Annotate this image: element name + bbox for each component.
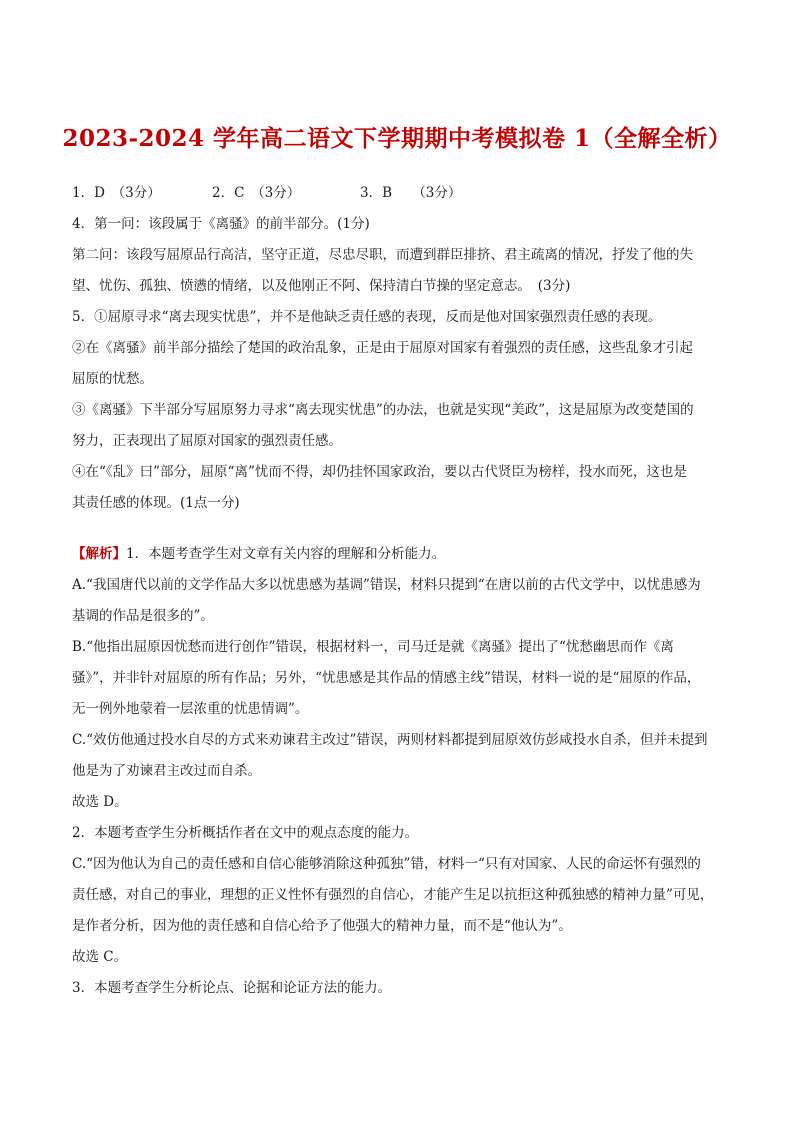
analysis-line: 骚》”，并非针对屈原的所有作品；另外，“忧患感是其作品的情感主线”错误，材料一说的是“屈原的作品， [72,670,701,686]
analysis-line: 2．本题考查学生分析概括作者在文中的观点态度的能力。 [72,825,419,841]
q5-line: 努力，正表现出了屈原对国家的强烈责任感。 [72,433,342,449]
analysis-line: C.“因为他认为自己的责任感和自信心能够消除这种孤独”错，材料一“只有对国家、人民的命运怀有强烈的 [72,856,701,872]
answer-1: 1．D （3分） [72,185,161,201]
q5-line: 其责任感的体现。(1点一分) [72,495,240,511]
analysis-label: 【解析】 [72,546,126,562]
answer-3: 3．B （3分） [360,185,462,201]
analysis-line: 是作者分析，因为他的责任感和自信心给予了他强大的精神力量，而不是“他认为”。 [72,918,572,934]
section-gap [72,519,724,539]
q5-line: ②在《离骚》前半部分描绘了楚国的政治乱象，正是由于屈原对国家有着强烈的责任感，这些乱象才引起 [72,340,693,356]
analysis-line: 责任感，对自己的事业，理想的正义性怀有强烈的自信心，才能产生足以抗拒这种孤独感的精神力量”可见， [72,887,714,903]
q5-line: ③《离骚》下半部分写屈原努力寻求“离去现实忧患”的办法，也就是实现“美政”，这是屈原为改变楚国的 [72,402,694,418]
q5-line: 5．①屈原寻求“离去现实忧患”，并不是他缺乏责任感的表现，反而是他对国家强烈责任感的表现。 [72,309,662,325]
analysis-line: 3．本题考查学生分析论点、论据和论证方法的能力。 [72,980,392,996]
q4-line: 望、忧伤、孤独、愤懑的情绪，以及他刚正不阿、保持清白节操的坚定意志。 (3分) [72,278,571,294]
analysis-line: A.“我国唐代以前的文学作品大多以忧患感为基调”错误，材料只提到“在唐以前的古代文学中，以忧患感为 [72,577,701,593]
q5-line: ④在“《乱》曰”部分，屈原“离”忧而不得，却仍挂怀国家政治，要以古代贤臣为榜样，投水而死，这也是 [72,464,687,480]
analysis-line: 基调的作品是很多的”。 [72,608,214,624]
q4-line: 第二问：该段写屈原品行高洁，坚守正道，尽忠尽职，而遭到群臣排挤、君主疏离的情况，抒发了他的失 [72,247,693,263]
q5-line: 屈原的忧愁。 [72,371,153,387]
analysis-first-line: 1．本题考查学生对文章有关内容的理解和分析能力。 [126,546,446,562]
answer-key-row [72,178,724,209]
analysis-line: 故选 D。 [72,794,128,810]
analysis-line: B.“他指出屈原因忧愁而进行创作”错误，根据材料一，司马迁是就《离骚》提出了“忧愁幽思而作《离 [72,639,674,655]
analysis-line: 故选 C。 [72,949,128,965]
page-title: 2023-2024 学年高二语文下学期期中考模拟卷 1（全解全析） [62,125,732,152]
analysis-line: C.“效仿他通过投水自尽的方式来劝谏君主改过”错误，两则材料都提到屈原效仿彭咸投水自杀，但并未提到 [72,732,708,748]
answer-2: 2．C （3分） [212,185,301,201]
analysis-line: 他是为了劝谏君主改过而自杀。 [72,763,261,779]
analysis-line: 无一例外地蒙着一层浓重的忧患情调”。 [72,701,309,717]
document-body [72,178,724,1004]
analysis-heading [72,539,724,570]
q4-line: 4．第一问：该段属于《离骚》的前半部分。(1分) [72,216,370,232]
